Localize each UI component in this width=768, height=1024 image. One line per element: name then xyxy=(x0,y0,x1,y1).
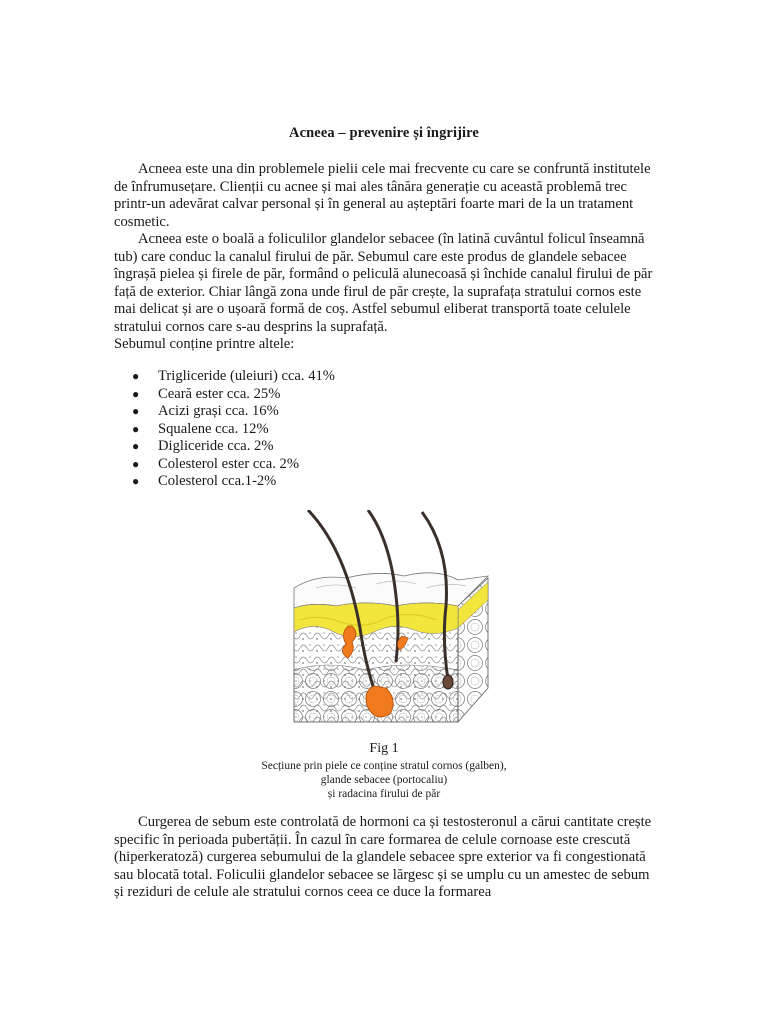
paragraph-text: Acneea este una din problemele pielii cele mai frecvente cu care se confruntă institutele de înfrumusețare. Clienții cu acnee și mai ales tânăra generație cu această problemă trec printr-un adevărat calvar personal și în general au așteptări foarte mari de la un tratament cosmetic. xyxy=(114,161,651,230)
figure-label: Fig 1 xyxy=(369,741,399,756)
bullet-icon: ● xyxy=(132,474,140,488)
bullet-icon: ● xyxy=(132,421,140,436)
list-item: ● Colesterol ester cca. 2% xyxy=(132,455,300,472)
bullet-icon: ● xyxy=(132,439,140,453)
paragraph-intro xyxy=(114,161,654,231)
list-intro: Sebumul conține printre altele: xyxy=(114,336,295,352)
bullet-icon: ● xyxy=(132,456,140,471)
sebum-components-list xyxy=(114,368,335,491)
list-item: ● Digliceride cca. 2% xyxy=(132,438,274,454)
paragraph-text: Curgerea de sebum este controlată de hormoni ca și testosteronul a cărui cantitate crește specific în perioada pubertății. În cazul în care formarea de celule cornoase este crescută (hiperkeratoză) curgerea sebumului de la glandele sebacee spre exterior va fi congestionată sau blocată total. Foliculii glandelor sebacee se lărgesc și se umplu cu un amestec de sebum și reziduri de celule ale stratului cornos ceea ce duce la formarea xyxy=(114,814,652,900)
bullet-icon: ● xyxy=(132,386,140,401)
skin-section-illustration xyxy=(286,510,496,736)
caption-line: și radacina firului de păr xyxy=(327,788,441,800)
list-item: ● Squalene cca. 12% xyxy=(132,420,269,437)
list-item: ● Colesterol cca.1-2% xyxy=(132,473,277,489)
caption-line: Secțiune prin piele ce conține stratul cornos (galben), xyxy=(261,760,507,772)
skin-top-surface xyxy=(294,573,488,608)
paragraph-sebum-flow xyxy=(114,814,654,902)
document-title: Acneea – prevenire și îngrijire xyxy=(289,125,479,141)
paragraph-text: Acneea este o boală a foliculilor glandelor sebacee (în latină cuvântul folicul înseamnă tub) care conduc la canalul firului de păr. Sebumul care este produs de glandele sebacee îngrașă pielea și firele de păr, formând o peliculă alunecoasă și închide canalul firului de păr față de exterior. Chiar lângă zona unde firul de păr crește, la suprafața stratului cornos este mai delicat și are o ușoară formă de coș. Astfel sebumul eliberat transportă toate celulele stratului cornos care s-au desprins la suprafață. xyxy=(114,231,653,335)
caption-line: glande sebacee (portocaliu) xyxy=(320,774,448,786)
bullet-icon: ● xyxy=(132,369,140,383)
bullet-icon: ● xyxy=(132,404,140,418)
list-item: ● Ceară ester cca. 25% xyxy=(132,385,281,402)
paragraph-acne-definition xyxy=(114,231,654,354)
list-item: ● Trigliceride (uleiuri) cca. 41% xyxy=(132,368,335,384)
figure-caption xyxy=(0,759,768,801)
list-item: ● Acizi grași cca. 16% xyxy=(132,403,279,419)
